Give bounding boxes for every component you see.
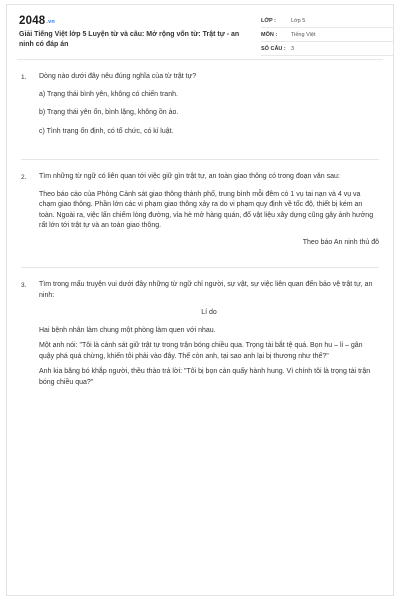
meta-value: Tiếng Việt [291, 31, 316, 38]
question-1 [21, 72, 379, 160]
question-number: 1. [21, 74, 27, 81]
question-text: Tìm những từ ngữ có liên quan tới việc giữ gìn trật tự, an toàn giao thông có trong đoạn văn sau: [39, 173, 340, 180]
logo-text: 2048 [19, 15, 46, 27]
passage-text: Theo báo cáo của Phòng Cảnh sát giao thông thành phố, trung bình mỗi đêm có 1 vụ tai nạn và 4 vụ va chạm giao thông. Phần lớn các vi phạm giao thông xảy ra do vi phạm quy định về tốc độ, thiết bị kém an toàn. Ngoài ra, việc lấn chiếm lòng đường, vỉa hè mở hàng quán, đổ vật liệu xây dựng cũng gây ảnh hưởng rất lớn tới trật tự và an toàn giao thông. [39, 190, 374, 229]
question-body [39, 72, 379, 145]
question-text: Dòng nào dưới đây nêu đúng nghĩa của từ trật tự? [39, 73, 197, 80]
meta-value: Lớp 5 [291, 17, 306, 24]
question-2 [21, 172, 379, 268]
document-header [17, 5, 383, 60]
story-paragraph: Anh kia băng bó khắp người, thều thào trả lời: "Tôi bị bọn càn quấy hành hung. Vì chính tôi là trọng tài trận bóng chiều qua?" [39, 368, 371, 386]
meta-label: LỚP : [261, 17, 276, 24]
logo-suffix: .vn [46, 19, 55, 25]
meta-value: 3 [291, 45, 295, 52]
story-title: Lí do [201, 309, 217, 316]
document-title: Giải Tiếng Việt lớp 5 Luyện từ và câu: Mở rộng vốn từ: Trật tự - an ninh có đáp án [19, 31, 240, 48]
meta-row-class [261, 14, 393, 28]
question-body [39, 280, 379, 393]
question-body [39, 172, 379, 253]
answer-option-a: a) Trạng thái bình yên, không có chiến tranh. [39, 90, 178, 98]
document-content [7, 60, 393, 407]
meta-row-subject [261, 28, 393, 42]
document-meta [261, 14, 393, 56]
question-number: 2. [21, 174, 27, 181]
story-paragraph: Hai bệnh nhân làm chung một phòng làm quen với nhau. [39, 326, 216, 334]
meta-row-question-count [261, 42, 393, 56]
question-number: 3. [21, 282, 27, 289]
question-text: Tìm trong mẩu truyện vui dưới đây những từ ngữ chỉ người, sự vật, sự việc liên quan đến bảo vệ trật tự, an ninh: [39, 281, 373, 299]
meta-label: MÔN : [261, 31, 278, 38]
site-logo[interactable] [19, 15, 55, 27]
answer-option-c: c) Tình trạng ổn định, có tổ chức, có kỉ luật. [39, 127, 174, 135]
answer-option-b: b) Trạng thái yên ổn, bình lặng, không ồn ào. [39, 109, 179, 116]
question-3 [21, 280, 379, 407]
document-page [6, 4, 394, 596]
story-paragraph: Một anh nói: "Tôi là cảnh sát giữ trật tự trong trận bóng chiều qua. Trọng tài bắt tệ quá. Bọn hu – li – gân quậy phá quá chừng, khiến tôi phải vào đây. Thế còn anh, tại sao anh lại bị thương như thế?" [39, 342, 363, 360]
passage-source: Theo báo An ninh thủ đô [302, 238, 379, 246]
meta-label: SỐ CÂU : [261, 45, 286, 52]
